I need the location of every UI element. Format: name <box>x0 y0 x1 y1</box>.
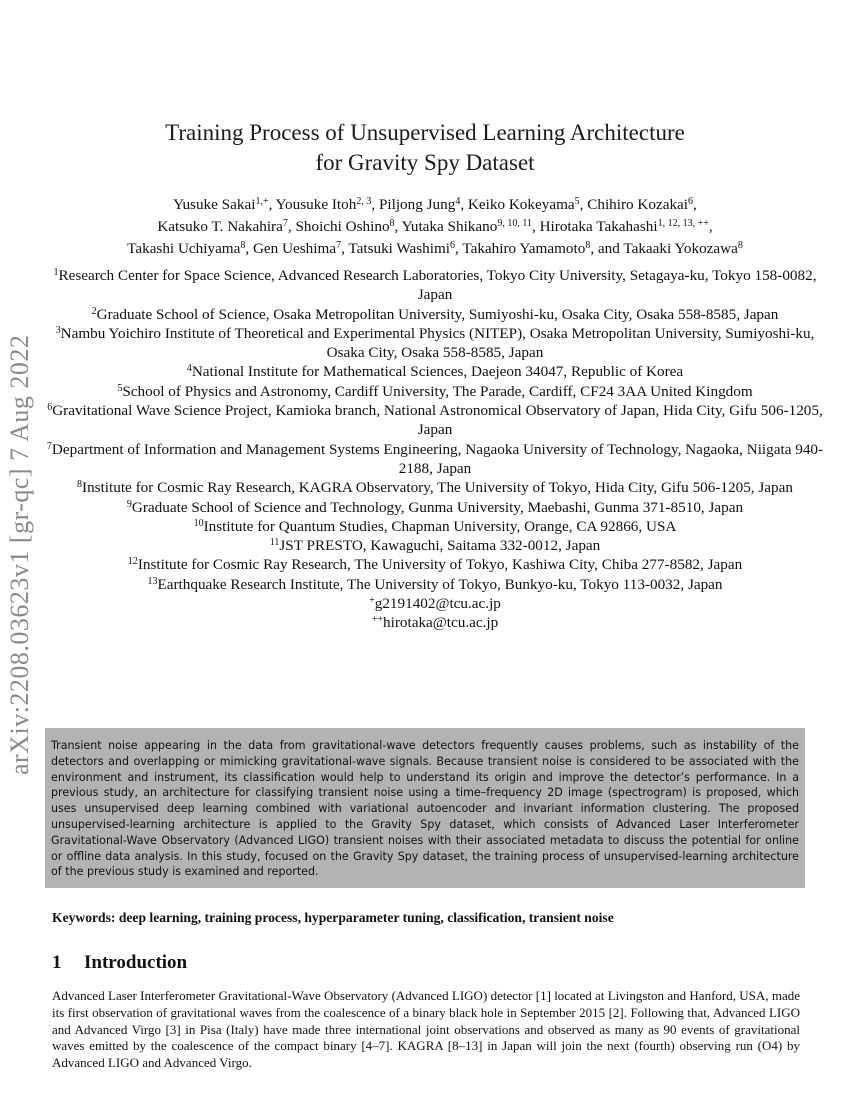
affiliation <box>40 305 830 324</box>
introduction-paragraph: Advanced Laser Interferometer Gravitational-Wave Observatory (Advanced LIGO) detector [1] located at Livingston and Hanford, USA, made its first observation of gravitational waves from the coalescence of a binary black hole in September 2015 [2]. Following that, Advanced LIGO and Advanced Virgo [3] in Pisa (Italy) have made three international joint observations and observed as many as 90 events of gravitational waves emitted by the coalescence of the compact binary [4–7]. KAGRA [8–13] in Japan will join the next (fourth) observing run (O4) by Advanced LIGO and Advanced Virgo. <box>52 988 800 1071</box>
affiliation-text: g2191402@tcu.ac.jp <box>374 595 501 613</box>
affiliation-mark: 8 <box>77 479 83 491</box>
arxiv-identifier-stamp: arXiv:2208.03623v1 [gr-qc] 7 Aug 2022 <box>5 334 34 775</box>
affiliation <box>40 382 830 401</box>
author <box>348 240 455 257</box>
author-affiliation-mark: 7 <box>282 218 288 229</box>
author-separator: , <box>394 218 402 235</box>
author-separator: , <box>708 218 713 235</box>
affiliation <box>40 594 830 613</box>
author-name: Katsuko T. Nakahira <box>157 218 283 235</box>
author-separator: , <box>245 240 253 257</box>
author <box>623 240 743 257</box>
affiliation-mark: 5 <box>117 382 123 394</box>
affiliation <box>40 517 830 536</box>
affiliation <box>40 362 830 381</box>
affiliation-mark: 13 <box>147 575 158 587</box>
author <box>587 196 693 213</box>
author-name: Takahiro Yamamoto <box>462 240 586 257</box>
author-affiliation-mark: 8 <box>389 218 395 229</box>
affiliation-text: Institute for Cosmic Ray Research, KAGRA Observatory, The University of Tokyo, Hida City, Gifu 506-1205, Japan <box>82 479 793 497</box>
author <box>379 196 460 213</box>
affiliation-text: Institute for Cosmic Ray Research, The University of Tokyo, Kashiwa City, Chiba 277-8582, Japan <box>137 556 743 574</box>
affiliation-text: National Institute for Mathematical Sciences, Daejeon 34047, Republic of Korea <box>191 363 684 381</box>
affiliation-text: Research Center for Space Science, Advanced Research Laboratories, Tokyo City University, Setagaya-ku, Tokyo 158-0082, Japan <box>58 267 817 304</box>
author-affiliation-mark: 4 <box>455 196 461 207</box>
author-affiliation-mark: 8 <box>585 240 591 251</box>
author-separator: , and <box>590 240 624 257</box>
author <box>157 218 288 235</box>
affiliation-text: School of Physics and Astronomy, Cardiff University, The Parade, Cardiff, CF24 3AA United Kingdom <box>122 382 753 400</box>
author-name: Yutaka Shikano <box>401 218 498 235</box>
author-name: Piljong Jung <box>378 196 456 213</box>
affiliation <box>40 575 830 594</box>
section-heading <box>52 952 187 974</box>
author-name: Yusuke Sakai <box>173 196 256 213</box>
author-separator: , <box>579 196 588 213</box>
affiliation-text: hirotaka@tcu.ac.jp <box>383 614 499 632</box>
author-separator: , <box>460 196 468 213</box>
title-line-1: Training Process of Unsupervised Learning Architecture <box>165 120 685 145</box>
author-affiliation-mark: 1, 12, 13, ++ <box>657 218 709 229</box>
author-separator: , <box>531 218 540 235</box>
author-affiliation-mark: 8 <box>737 240 743 251</box>
affiliation <box>40 266 830 305</box>
affiliation-text: Nambu Yoichiro Institute of Theoretical and Experimental Physics (NITEP), Osaka Metropolitan University, Sumiyoshi-ku, Osaka City, Osaka 558-8585, Japan <box>60 324 815 362</box>
author-affiliation-mark: 6 <box>688 196 694 207</box>
affiliation-mark: 4 <box>186 363 192 375</box>
author-name: Takaaki Yokozawa <box>623 240 738 257</box>
author-separator: , <box>341 240 349 257</box>
author-name: Yousuke Itoh <box>275 196 357 213</box>
affiliation-text: Earthquake Research Institute, The University of Tokyo, Bunkyo-ku, Tokyo 113-0032, Japan <box>157 575 723 593</box>
title-line-2: for Gravity Spy Dataset <box>315 150 535 175</box>
abstract-box: Transient noise appearing in the data from gravitational-wave detectors frequently causes problems, such as instability of the detectors and overlapping or mimicking gravitational-wave signals. Because transient noise is considered to be associated with the environment and instrument, its classification would help to understand its origin and improve the detector’s performance. In a previous study, an architecture for classifying transient noise using a time–frequency 2D image (spectrogram) is proposed, which uses unsupervised deep learning combined with variational autoencoder and invariant information clustering. The proposed unsupervised-learning architecture is applied to the Gravity Spy dataset, which consists of Advanced Laser Interferometer Gravitational-Wave Observatory (Advanced LIGO) transient noises with their associated metadata to discuss the potential for online or offline data analysis. In this study, focused on the Gravity Spy dataset, the training process of unsupervised-learning architecture of the previous study is examined and reported. <box>45 728 805 888</box>
affiliation-text: Graduate School of Science, Osaka Metropolitan University, Sumiyoshi-ku, Osaka City, Osaka 558-8585, Japan <box>96 305 779 323</box>
affiliation <box>40 440 830 479</box>
affiliation-mark: 9 <box>126 498 132 510</box>
author-list <box>40 194 830 260</box>
affiliation-mark: + <box>369 595 375 607</box>
author-separator: , <box>455 240 463 257</box>
author-separator: , <box>371 196 379 213</box>
affiliation-text: Institute for Quantum Studies, Chapman University, Orange, CA 92866, USA <box>203 517 677 535</box>
author <box>295 218 394 235</box>
author-affiliation-mark: 1,+ <box>255 196 269 207</box>
author-affiliation-mark: 2, 3 <box>356 196 372 207</box>
author-affiliation-mark: 7 <box>336 240 342 251</box>
author-name: Shoichi Oshino <box>295 218 390 235</box>
affiliation-text: Gravitational Wave Science Project, Kamioka branch, National Astronomical Observatory of Japan, Hida City, Gifu 506-1205, Japan <box>52 402 823 439</box>
affiliation-list <box>40 266 830 633</box>
author <box>540 218 709 235</box>
author <box>253 240 341 257</box>
affiliation-text: Department of Information and Management Systems Engineering, Nagaoka University of Technology, Nagaoka, Niigata 940-2188, Japan <box>51 440 824 477</box>
author-affiliation-mark: 5 <box>574 196 580 207</box>
affiliation <box>40 498 830 517</box>
paper-title <box>0 118 850 178</box>
author-name: Hirotaka Takahashi <box>539 218 658 235</box>
affiliation <box>40 536 830 555</box>
section-number: 1 <box>52 952 62 973</box>
author-affiliation-mark: 8 <box>240 240 246 251</box>
section-title: Introduction <box>84 952 188 973</box>
author <box>127 240 245 257</box>
affiliation-mark: 12 <box>127 556 138 568</box>
author-affiliation-mark: 6 <box>450 240 456 251</box>
author-affiliation-mark: 9, 10, 11 <box>497 218 532 229</box>
affiliation-text: Graduate School of Science and Technology, Gunma University, Maebashi, Gunma 371-8510, Japan <box>131 498 744 516</box>
author-name: Gen Ueshima <box>252 240 337 257</box>
author-name: Chihiro Kozakai <box>587 196 689 213</box>
author-separator: , <box>287 218 296 235</box>
affiliation-mark: 7 <box>46 440 52 452</box>
affiliation <box>40 324 830 363</box>
affiliation <box>40 401 830 440</box>
author <box>173 196 268 213</box>
author <box>402 218 532 235</box>
author-separator: , <box>693 196 697 213</box>
affiliation-mark: 10 <box>193 517 204 529</box>
keywords-line: Keywords: deep learning, training process, hyperparameter tuning, classification, transient noise <box>52 910 614 925</box>
author-separator: , <box>268 196 276 213</box>
affiliation-mark: 6 <box>47 402 53 414</box>
author <box>276 196 372 213</box>
author-name: Keiko Kokeyama <box>467 196 575 213</box>
affiliation-mark: 11 <box>269 537 280 549</box>
affiliation-mark: ++ <box>371 614 384 626</box>
author-name: Tatsuki Washimi <box>348 240 451 257</box>
affiliation-mark: 3 <box>55 324 61 336</box>
affiliation-mark: 1 <box>53 267 59 278</box>
author <box>462 240 590 257</box>
affiliation <box>40 613 830 632</box>
affiliation-mark: 2 <box>91 305 97 317</box>
author <box>468 196 580 213</box>
affiliation <box>40 478 830 497</box>
affiliation <box>40 555 830 574</box>
affiliation-text: JST PRESTO, Kawaguchi, Saitama 332-0012, Japan <box>279 537 601 555</box>
author-name: Takashi Uchiyama <box>127 240 241 257</box>
